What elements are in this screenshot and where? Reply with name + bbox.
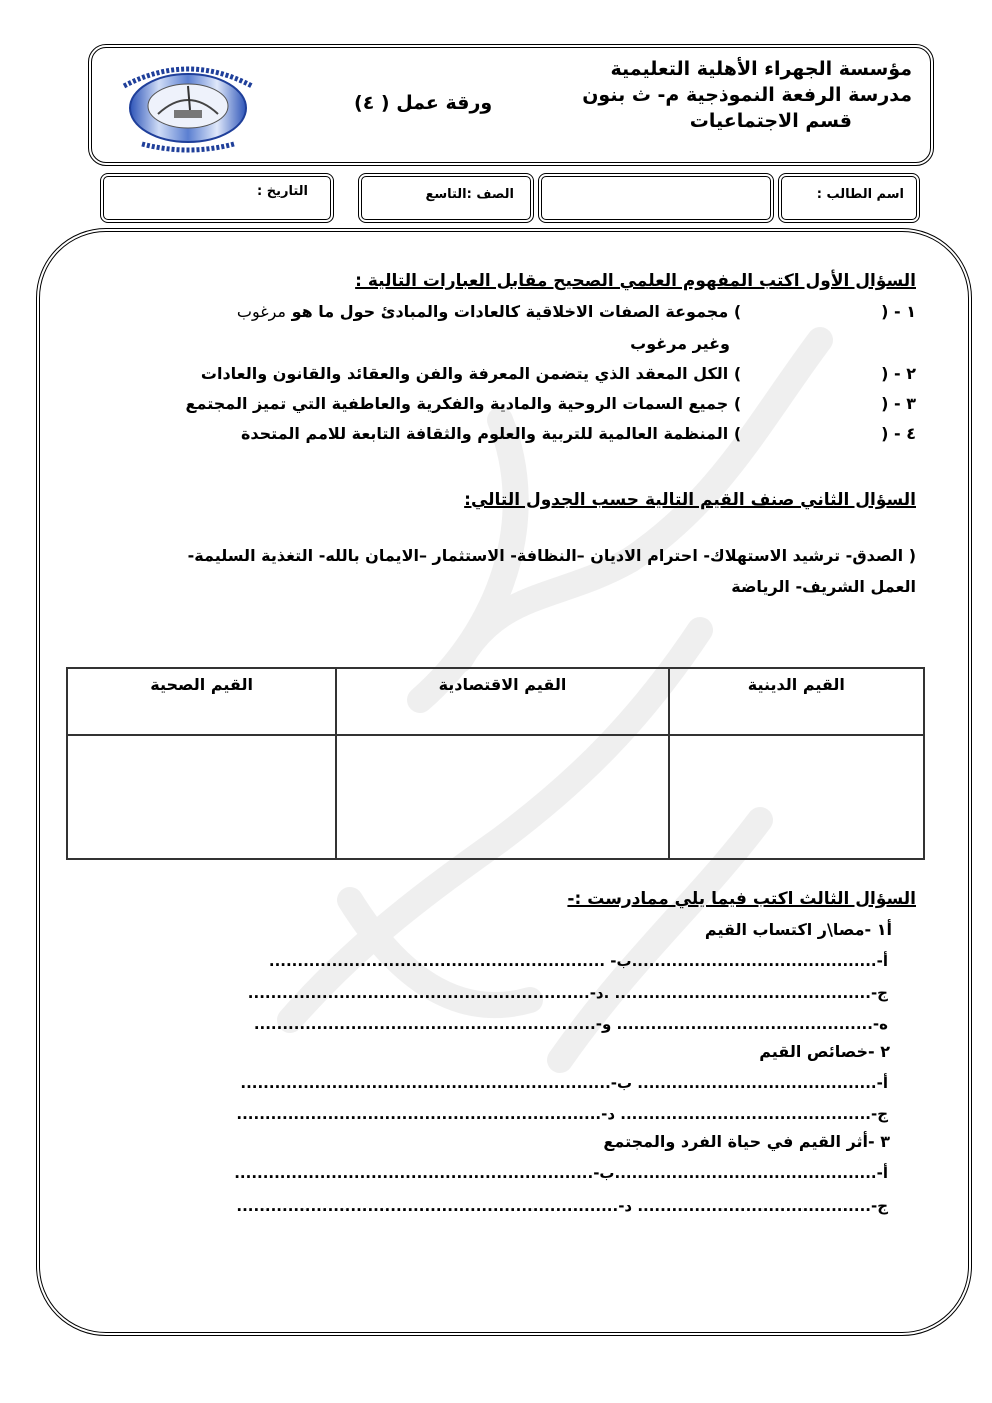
col-header-health-values: القيم الصحية [67,668,336,735]
answer-line[interactable]: ج-............................................. .د-............................................................ [247,984,888,1002]
date-label: التاريخ : [257,184,308,199]
cell-economic-values[interactable] [336,735,668,859]
item-text: المنظمة العالمية للتربية والعلوم والثقافة التابعة للامم المتحدة [240,424,729,443]
answer-line[interactable]: ه-............................................. و-............................................................ [253,1015,888,1033]
section-heading: ٢ -خصائص القيم [759,1042,890,1061]
question-1-item: ٢ - () الكل المعقد الذي يتضمن المعرفة والفن والعقائد والقانون والعادات [200,364,916,383]
institution-name: مؤسسة الجهراء الأهلية التعليمية [610,58,912,80]
item-number: ٤ - ( [881,424,916,443]
date-field[interactable] [100,173,334,223]
values-list-line-2: العمل الشريف- الرياضة [731,577,916,596]
item-number: ٣ - ( [881,394,916,413]
values-classification-table [66,667,925,860]
cell-religious-values[interactable] [669,735,924,859]
question-1-title: السؤال الأول اكتب المفهوم العلمي الصحيح مقابل العبارات التالية : [355,271,916,291]
worksheet-header [88,44,934,166]
school-name: مدرسة الرفعة النموذجية م- ث بنون [582,84,912,106]
values-list-line-1: ( الصدق- ترشيد الاستهلاك- احترام الاديان –النظافة- الاستثمار –الايمان بالله- التغذية السليمة- [187,546,916,565]
question-3-title: السؤال الثالث اكتب فيما يلي ممادرست :- [567,889,916,909]
col-header-economic-values: القيم الاقتصادية [336,668,668,735]
item-number: ١ - ( [881,302,916,321]
student-name-label: اسم الطالب : [816,187,904,202]
student-name-label-box [778,173,920,223]
item-text-continuation: وغير مرغوب [630,334,730,353]
answer-line[interactable]: أ-...........................................ب- ........................................................... [268,952,888,970]
section-heading: أ١ -مصا\ر اكتساب القيم [704,920,892,939]
col-header-religious-values: القيم الدينية [669,668,924,735]
worksheet-number: ورقة عمل ( ٤) [354,92,493,114]
answer-line[interactable]: ج-............................................ د-................................................................ [236,1105,888,1123]
school-logo-icon [102,56,274,156]
grade-label: الصف :التاسع [425,187,514,202]
cell-health-values[interactable] [67,735,336,859]
item-number: ٢ - ( [881,364,916,383]
question-1-item: ٤ - () المنظمة العالمية للتربية والعلوم والثقافة التابعة للامم المتحدة [240,424,916,443]
answer-line[interactable]: أ-.......................................... ب-................................................................. [240,1074,888,1092]
item-text: مجموعة الصفات الاخلاقية كالعادات والمبادئ حول ما هو [291,302,729,321]
item-text: جميع السمات الروحية والمادية والفكرية والعاطفية التي تميز المجتمع [185,394,729,413]
question-1-item: ٣ - () جميع السمات الروحية والمادية والفكرية والعاطفية التي تميز المجتمع [185,394,916,413]
student-name-field[interactable] [538,173,774,223]
item-text-tail: مرغوب [236,302,286,321]
department-name: قسم الاجتماعيات [689,110,852,132]
question-1-item: ١ - () مجموعة الصفات الاخلاقية كالعادات والمبادئ حول ما هو مرغوب [236,302,916,321]
question-2-title: السؤال الثاني صنف القيم التالية حسب الجدول التالي: [464,490,916,510]
grade-box [358,173,534,223]
answer-line[interactable]: ج-......................................... د-................................................................... [236,1197,888,1215]
answer-line[interactable]: أ-..............................................ب-............................................................... [234,1164,888,1182]
section-heading: ٣ -أثر القيم في حياة الفرد والمجتمع [603,1132,890,1151]
item-text: الكل المعقد الذي يتضمن المعرفة والفن والعقائد والقانون والعادات [200,364,729,383]
